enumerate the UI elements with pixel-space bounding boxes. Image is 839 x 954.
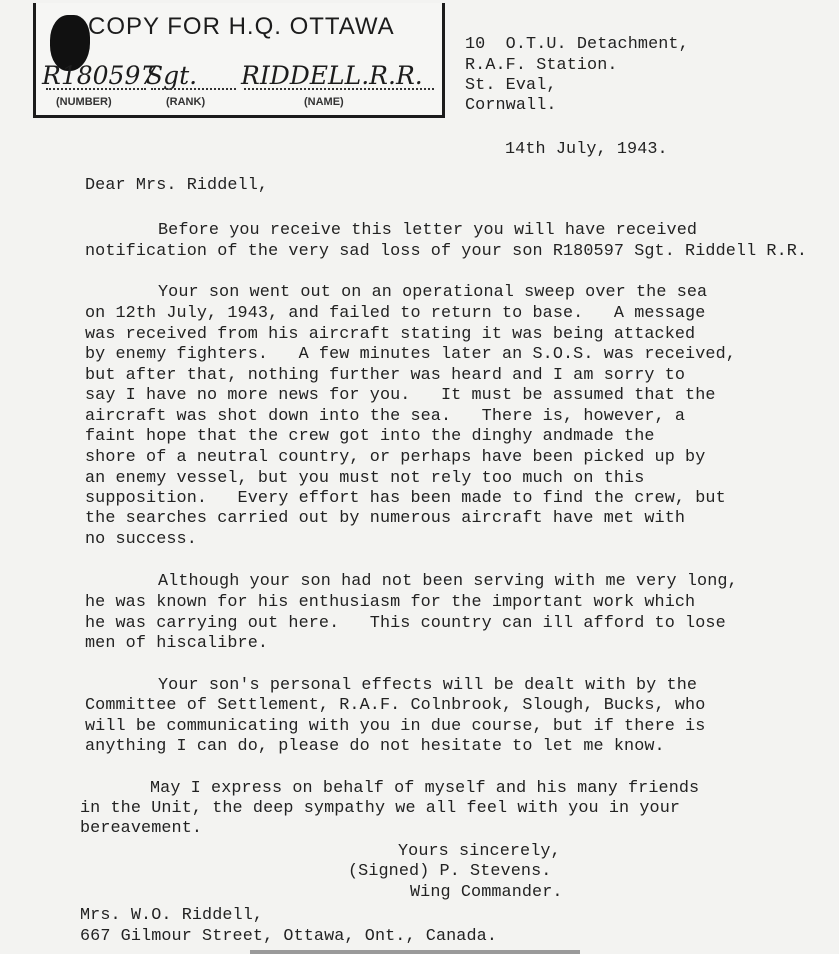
stamp-rank: Sgt.	[146, 61, 198, 90]
address-line: R.A.F. Station.	[465, 56, 618, 75]
text-line: will be communicating with you in due course, but if there is	[85, 717, 706, 736]
text-line: by enemy fighters. A few minutes later an S.O.S. was received,	[85, 345, 736, 364]
text-line: but after that, nothing further was heard and I am sorry to	[85, 366, 686, 385]
text-line: faint hope that the crew got into the dinghy andmade the	[85, 427, 655, 446]
recipient-street: 667 Gilmour Street, Ottawa, Ont., Canada.	[80, 927, 497, 946]
text-line: Your son went out on an operational sweep over the sea	[158, 283, 708, 302]
stamp-name: RIDDELL.R.R.	[241, 61, 423, 90]
address-line: 10 O.T.U. Detachment,	[465, 35, 689, 54]
text-line: no success.	[85, 530, 197, 549]
text-line: May I express on behalf of myself and his many friends	[150, 779, 700, 798]
text-line: he was carrying out here. This country can ill afford to lose	[85, 614, 726, 633]
rank-line	[151, 88, 236, 90]
scan-edge	[250, 950, 580, 954]
text-line: Although your son had not been serving with me very long,	[158, 572, 738, 591]
recipient-name: Mrs. W.O. Riddell,	[80, 906, 264, 925]
stamp-title: COPY FOR H.Q. OTTAWA	[88, 13, 395, 40]
stamp-number: R180597	[42, 61, 157, 90]
text-line: was received from his aircraft stating it was being attacked	[85, 325, 696, 344]
text-line: shore of a neutral country, or perhaps have been picked up by	[85, 448, 706, 467]
signer-title: Wing Commander.	[410, 883, 563, 902]
text-line: Before you receive this letter you will have received	[158, 221, 698, 240]
letter-date: 14th July, 1943.	[505, 140, 668, 159]
name-label: (NAME)	[304, 96, 344, 108]
text-line: bereavement.	[80, 819, 203, 838]
text-line: men of hiscalibre.	[85, 634, 269, 653]
text-line: Your son's personal effects will be dealt with by the	[158, 676, 698, 695]
text-line: he was known for his enthusiasm for the important work which	[85, 593, 696, 612]
text-line: supposition. Every effort has been made to find the crew, but	[85, 489, 726, 508]
text-line: on 12th July, 1943, and failed to return to base. A message	[85, 304, 706, 323]
address-line: Cornwall.	[465, 96, 557, 115]
closing-line: Yours sincerely,	[398, 842, 561, 861]
signature-line: (Signed) P. Stevens.	[348, 862, 552, 881]
text-line: Committee of Settlement, R.A.F. Colnbrook, Slough, Bucks, who	[85, 696, 706, 715]
rank-label: (RANK)	[166, 96, 206, 108]
number-label: (NUMBER)	[56, 96, 112, 108]
text-line: anything I can do, please do not hesitate to let me know.	[85, 737, 665, 756]
text-line: in the Unit, the deep sympathy we all feel with you in your	[80, 799, 681, 818]
text-line: the searches carried out by numerous aircraft have met with	[85, 509, 686, 528]
text-line: notification of the very sad loss of your son R180597 Sgt. Riddell R.R.	[85, 242, 808, 261]
salutation: Dear Mrs. Riddell,	[85, 176, 269, 195]
number-line	[46, 88, 146, 90]
name-line	[244, 88, 434, 90]
text-line: an enemy vessel, but you must not rely too much on this	[85, 469, 645, 488]
text-line: say I have no more news for you. It must be assumed that the	[85, 386, 716, 405]
address-line: St. Eval,	[465, 76, 557, 95]
text-line: aircraft was shot down into the sea. There is, however, a	[85, 407, 686, 426]
copy-stamp	[33, 3, 445, 118]
